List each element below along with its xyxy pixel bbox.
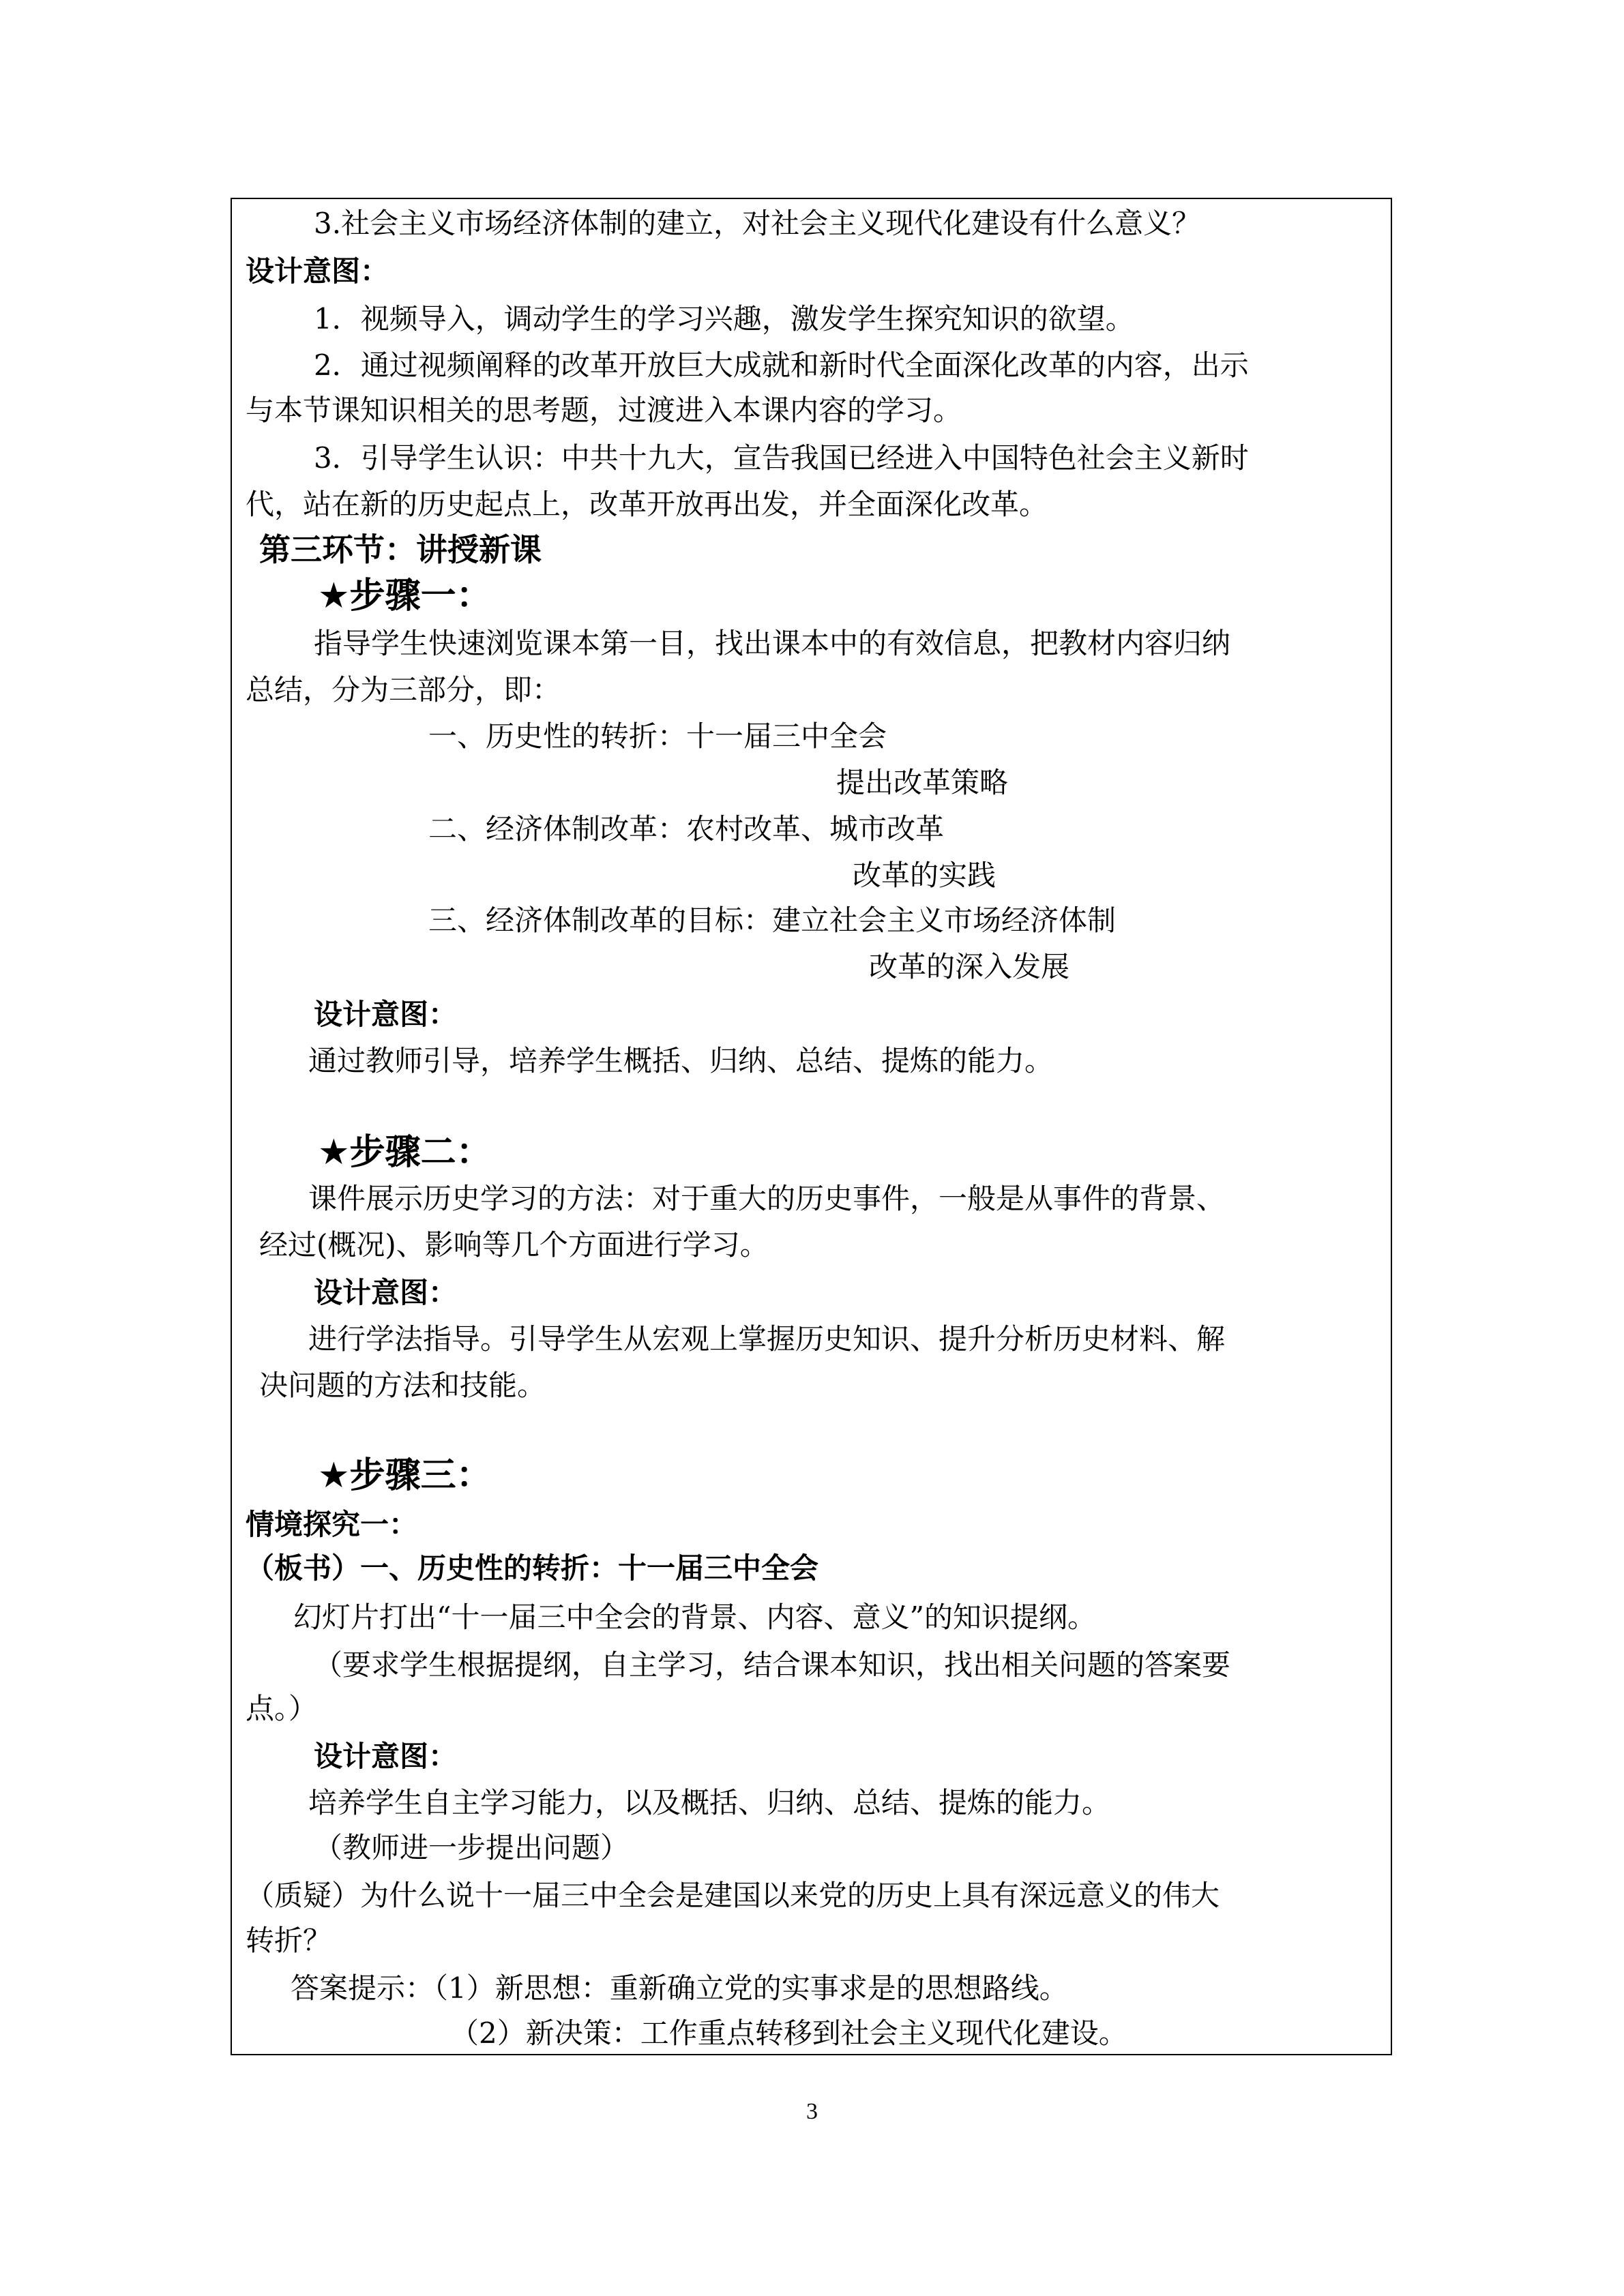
- intent-2-line-1: 2．通过视频阐释的改革开放巨大成就和新时代全面深化改革的内容，出示: [314, 348, 1249, 382]
- step-2-line-2: 经过(概况)、影响等几个方面进行学习。: [259, 1228, 769, 1262]
- step-2-intent-line-2: 决问题的方法和技能。: [259, 1369, 546, 1402]
- outline-1: 一、历史性的转折：十一届三中全会: [428, 719, 887, 753]
- answer-hint-2: （2）新决策：工作重点转移到社会主义现代化建设。: [450, 2016, 1127, 2050]
- student-task-line-1: （要求学生根据提纲，自主学习，结合课本知识，找出相关问题的答案要: [314, 1648, 1231, 1682]
- scenario-intent-heading: 设计意图：: [314, 1740, 458, 1773]
- scenario-intent: 培养学生自主学习能力，以及概括、归纳、总结、提炼的能力。: [308, 1786, 1111, 1819]
- content-table-frame: [231, 198, 1392, 2055]
- outline-3: 三、经济体制改革的目标：建立社会主义市场经济体制: [428, 904, 1117, 937]
- step-1-line-2: 总结，分为三部分，即：: [246, 673, 561, 706]
- student-task-line-2: 点。）: [246, 1692, 318, 1725]
- outline-3-note: 改革的深入发展: [869, 950, 1070, 983]
- step-3-heading: ★步骤三：: [318, 1455, 492, 1496]
- answer-hint-1: 答案提示：（1）新思想：重新确立党的实事求是的思想路线。: [291, 1971, 1068, 2005]
- step-2-intent-heading: 设计意图：: [314, 1276, 458, 1309]
- question-line-1: （质疑）为什么说十一届三中全会是建国以来党的历史上具有深远意义的伟大: [246, 1879, 1220, 1912]
- intent-3-line-1: 3．引导学生认识：中共十九大，宣告我国已经进入中国特色社会主义新时: [314, 441, 1249, 475]
- board-note: （板书）一、历史性的转折：十一届三中全会: [246, 1551, 819, 1585]
- scenario-1-heading: 情境探究一：: [246, 1508, 418, 1541]
- teacher-question-note: （教师进一步提出问题）: [314, 1831, 630, 1864]
- intent-3-line-2: 代，站在新的历史起点上，改革开放再出发，并全面深化改革。: [246, 488, 1048, 521]
- outline-1-note: 提出改革策略: [836, 766, 1009, 799]
- section-3-heading: 第三环节：讲授新课: [259, 531, 542, 568]
- question-line-2: 转折？: [246, 1924, 332, 1957]
- step-2-heading: ★步骤二：: [318, 1132, 492, 1173]
- step-1-heading: ★步骤一：: [318, 576, 492, 616]
- design-intent-heading: 设计意图：: [246, 254, 389, 288]
- step-1-intent-heading: 设计意图：: [314, 998, 458, 1031]
- step-1-intent: 通过教师引导，培养学生概括、归纳、总结、提炼的能力。: [308, 1044, 1054, 1077]
- step-2-intent-line-1: 进行学法指导。引导学生从宏观上掌握历史知识、提升分析历史材料、解: [308, 1322, 1226, 1356]
- intent-2-line-2: 与本节课知识相关的思考题，过渡进入本课内容的学习。: [246, 393, 962, 427]
- outline-2: 二、经济体制改革：农村改革、城市改革: [428, 812, 945, 846]
- slide-outline: 幻灯片打出“十一届三中全会的背景、内容、意义”的知识提纲。: [293, 1600, 1096, 1634]
- outline-2-note: 改革的实践: [853, 859, 996, 892]
- step-1-line-1: 指导学生快速浏览课本第一目，找出课本中的有效信息，把教材内容归纳: [314, 627, 1231, 660]
- question-3: 3.社会主义市场经济体制的建立，对社会主义现代化建设有什么意义？: [314, 207, 1201, 240]
- page-number: 3: [806, 2099, 818, 2124]
- intent-1: 1．视频导入，调动学生的学习兴趣，激发学生探究知识的欲望。: [314, 302, 1134, 336]
- step-2-line-1: 课件展示历史学习的方法：对于重大的历史事件，一般是从事件的背景、: [308, 1182, 1226, 1215]
